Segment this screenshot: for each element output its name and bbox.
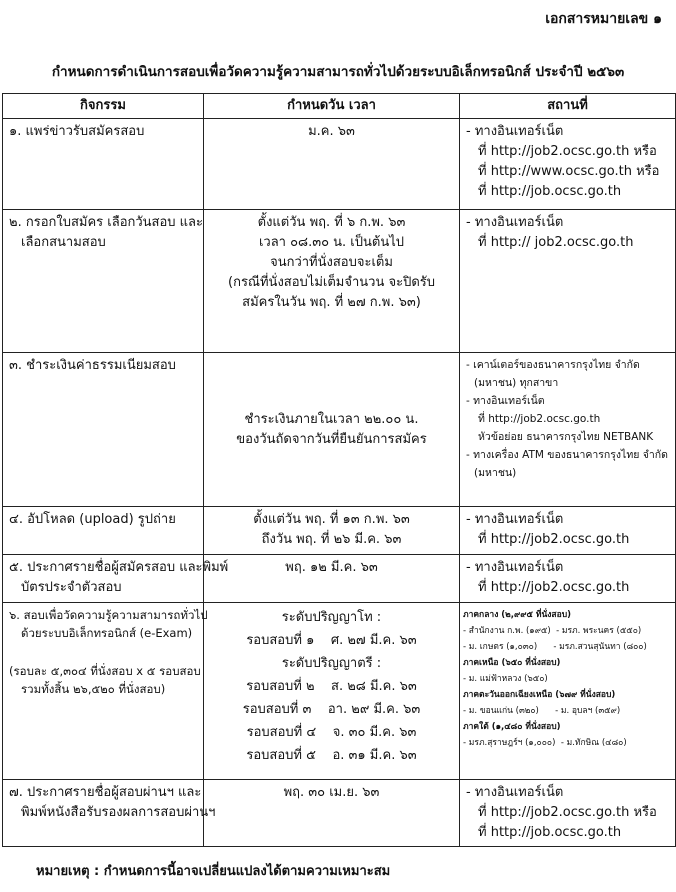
schedule-line: สมัครในวัน พฤ. ที่ ๒๗ ก.พ. ๖๓) [242,295,421,310]
table-row [3,555,676,603]
venue-line: - ม. แม่ฟ้าหลวง (๖๕๐) [463,674,548,684]
schedule-line: รอบสอบที่ ๕ อ. ๓๑ มี.ค. ๖๓ [246,748,417,763]
location-line: (มหาชน) [474,467,517,479]
table-row [3,210,676,353]
location-line: - ทางเครื่อง ATM ของธนาคารกรุงไทย จำกัด [466,449,668,461]
location-line: - ทางอินเทอร์เน็ต [466,560,564,575]
schedule-line: จนกว่าที่นั่งสอบจะเต็ม [270,255,393,270]
header-activity: กิจกรรม [3,94,204,119]
activity-line: เลือกสนามสอบ [21,235,106,250]
schedule-line: (กรณีที่นั่งสอบไม่เต็มจำนวน จะปิดรับ [228,275,435,290]
table-header-row [3,94,676,119]
activity-line: ๗. ประกาศรายชื่อผู้สอบผ่านฯ และ [9,785,202,800]
schedule-cell [204,119,460,210]
schedule-line: ระดับปริญญาตรี : [281,656,382,671]
schedule-table [2,93,676,847]
activity-line: บัตรประจำตัวสอบ [21,580,122,595]
schedule-line: ม.ค. ๖๓ [308,124,355,139]
location-cell [460,507,676,555]
venue-line: - สำนักงาน ก.พ. (๑๙๕) - มรภ. พระนคร (๕๕๐) [463,626,642,636]
schedule-line: เวลา ๐๘.๓๐ น. เป็นต้นไป [258,235,405,250]
schedule-line: ถึงวัน พฤ. ที่ ๒๖ มี.ค. ๖๓ [261,532,402,547]
location-line: - เคาน์เตอร์ของธนาคารกรุงไทย จำกัด [466,359,640,371]
activity-cell [3,507,204,555]
location-line: ที่ http://job2.ocsc.go.th [478,580,630,595]
schedule-cell [204,555,460,603]
table-row [3,603,676,780]
schedule-line: รอบสอบที่ ๔ จ. ๓๐ มี.ค. ๖๓ [246,725,417,740]
location-line: ที่ http://job2.ocsc.go.th หรือ [478,144,657,159]
location-line: (มหาชน) ทุกสาขา [474,377,559,389]
region-heading: ภาคตะวันออกเฉียงเหนือ (๖๗๙ ที่นั่งสอบ) [463,690,616,700]
location-line: - ทางอินเทอร์เน็ต [466,124,564,139]
header-location: สถานที่ [460,94,676,119]
location-cell [460,555,676,603]
schedule-line: ของวันถัดจากวันที่ยืนยันการสมัคร [236,431,427,447]
document-title: กำหนดการดำเนินการสอบเพื่อวัดความรู้ความสามารถทั่วไปด้วยระบบอิเล็กทรอนิกส์ ประจำปี ๒๕๖๓ [51,64,625,80]
schedule-line: พฤ. ๓๐ เม.ย. ๖๓ [283,785,380,800]
schedule-cell [204,353,460,507]
region-heading: ภาคใต้ (๑,๔๘๐ ที่นั่งสอบ) [463,722,561,732]
schedule-line: ชำระเงินภายในเวลา ๒๒.๐๐ น. [244,411,419,427]
table-row [3,119,676,210]
activity-cell [3,555,229,603]
location-cell [460,603,676,780]
schedule-line: รอบสอบที่ ๒ ส. ๒๘ มี.ค. ๖๓ [246,679,417,694]
schedule-cell [204,780,460,847]
schedule-line: รอบสอบที่ ๑ ศ. ๒๗ มี.ค. ๖๓ [246,633,417,648]
activity-line: ๕. ประกาศรายชื่อผู้สมัครสอบ และพิมพ์ [9,560,229,575]
region-heading: ภาคเหนือ (๖๕๐ ที่นั่งสอบ) [463,658,561,668]
location-line: ที่ http://job.ocsc.go.th [478,184,622,199]
activity-line: ๑. แพร่ข่าวรับสมัครสอบ [9,124,145,139]
schedule-line: พฤ. ๑๒ มี.ค. ๖๓ [285,560,378,575]
activity-cell [3,780,216,847]
schedule-line: ระดับปริญญาโท : [281,610,382,625]
activity-line: ๒. กรอกใบสมัคร เลือกวันสอบ และ [9,215,204,230]
schedule-line: ตั้งแต่วัน พฤ. ที่ ๑๓ ก.พ. ๖๓ [253,512,410,527]
table-row [3,353,676,507]
venue-line: - มรภ.สุราษฎร์ฯ (๑,๐๐๐) - ม.ทักษิณ (๔๘๐) [463,738,627,748]
activity-cell [3,210,204,353]
location-line: - ทางอินเทอร์เน็ต [466,512,564,527]
activity-line: ๔. อัปโหลด (upload) รูปถ่าย [9,512,176,527]
activity-line: (รอบละ ๕,๓๐๔ ที่นั่งสอบ x ๕ รอบสอบ [9,664,201,678]
activity-line: ๖. สอบเพื่อวัดความรู้ความสามารถทั่วไป [9,608,208,622]
location-cell [460,353,676,507]
document-number: เอกสารหมายเลข ๑ [545,11,662,27]
activity-cell [3,353,204,507]
location-line: - ทางอินเทอร์เน็ต [466,395,545,407]
header-schedule: กำหนดวัน เวลา [204,94,460,119]
footnote: หมายเหตุ : กำหนดการนี้อาจเปลี่ยนแปลงได้ตามความเหมาะสม [36,864,391,879]
activity-cell [3,119,204,210]
location-line: - ทางอินเทอร์เน็ต [466,215,564,230]
location-line: ที่ http://job2.ocsc.go.th [478,532,630,547]
region-heading: ภาคกลาง (๒,๙๙๕ ที่นั่งสอบ) [463,610,571,620]
schedule-line: ตั้งแต่วัน พฤ. ที่ ๖ ก.พ. ๖๓ [257,215,406,230]
schedule-line: รอบสอบที่ ๓ อา. ๒๙ มี.ค. ๖๓ [242,702,421,717]
location-line: ที่ http://job2.ocsc.go.th หรือ [478,805,657,820]
activity-spacer [9,642,197,662]
table-row [3,507,676,555]
activity-line: ด้วยระบบอิเล็กทรอนิกส์ (e-Exam) [21,626,193,640]
activity-line: ๓. ชำระเงินค่าธรรมเนียมสอบ [9,358,176,373]
table-row [3,780,676,847]
schedule-cell [204,507,460,555]
location-line: ที่ http://www.ocsc.go.th หรือ [478,164,660,179]
activity-line: พิมพ์หนังสือรับรองผลการสอบผ่านฯ [21,805,216,820]
location-line: ที่ http:// job2.ocsc.go.th [478,235,634,250]
location-line: - ทางอินเทอร์เน็ต [466,785,564,800]
location-cell [460,210,676,353]
location-line: ที่ http://job.ocsc.go.th [478,825,622,840]
venue-line: - ม. เกษตร (๑,๐๓๐) - มรภ.สวนสุนันทา (๘๐๐) [463,642,647,652]
schedule-cell [204,603,460,780]
activity-line: รวมทั้งสิ้น ๒๖,๕๒๐ ที่นั่งสอบ) [21,682,166,696]
location-line: ที่ http://job2.ocsc.go.th [478,413,601,425]
location-cell [460,780,676,847]
venue-line: - ม. ขอนแก่น (๓๒๐) - ม. อุบลฯ (๓๕๙) [463,706,621,716]
location-cell [460,119,676,210]
schedule-cell [204,210,460,353]
location-line: หัวข้อย่อย ธนาคารกรุงไทย NETBANK [478,431,654,443]
activity-cell [3,603,208,780]
